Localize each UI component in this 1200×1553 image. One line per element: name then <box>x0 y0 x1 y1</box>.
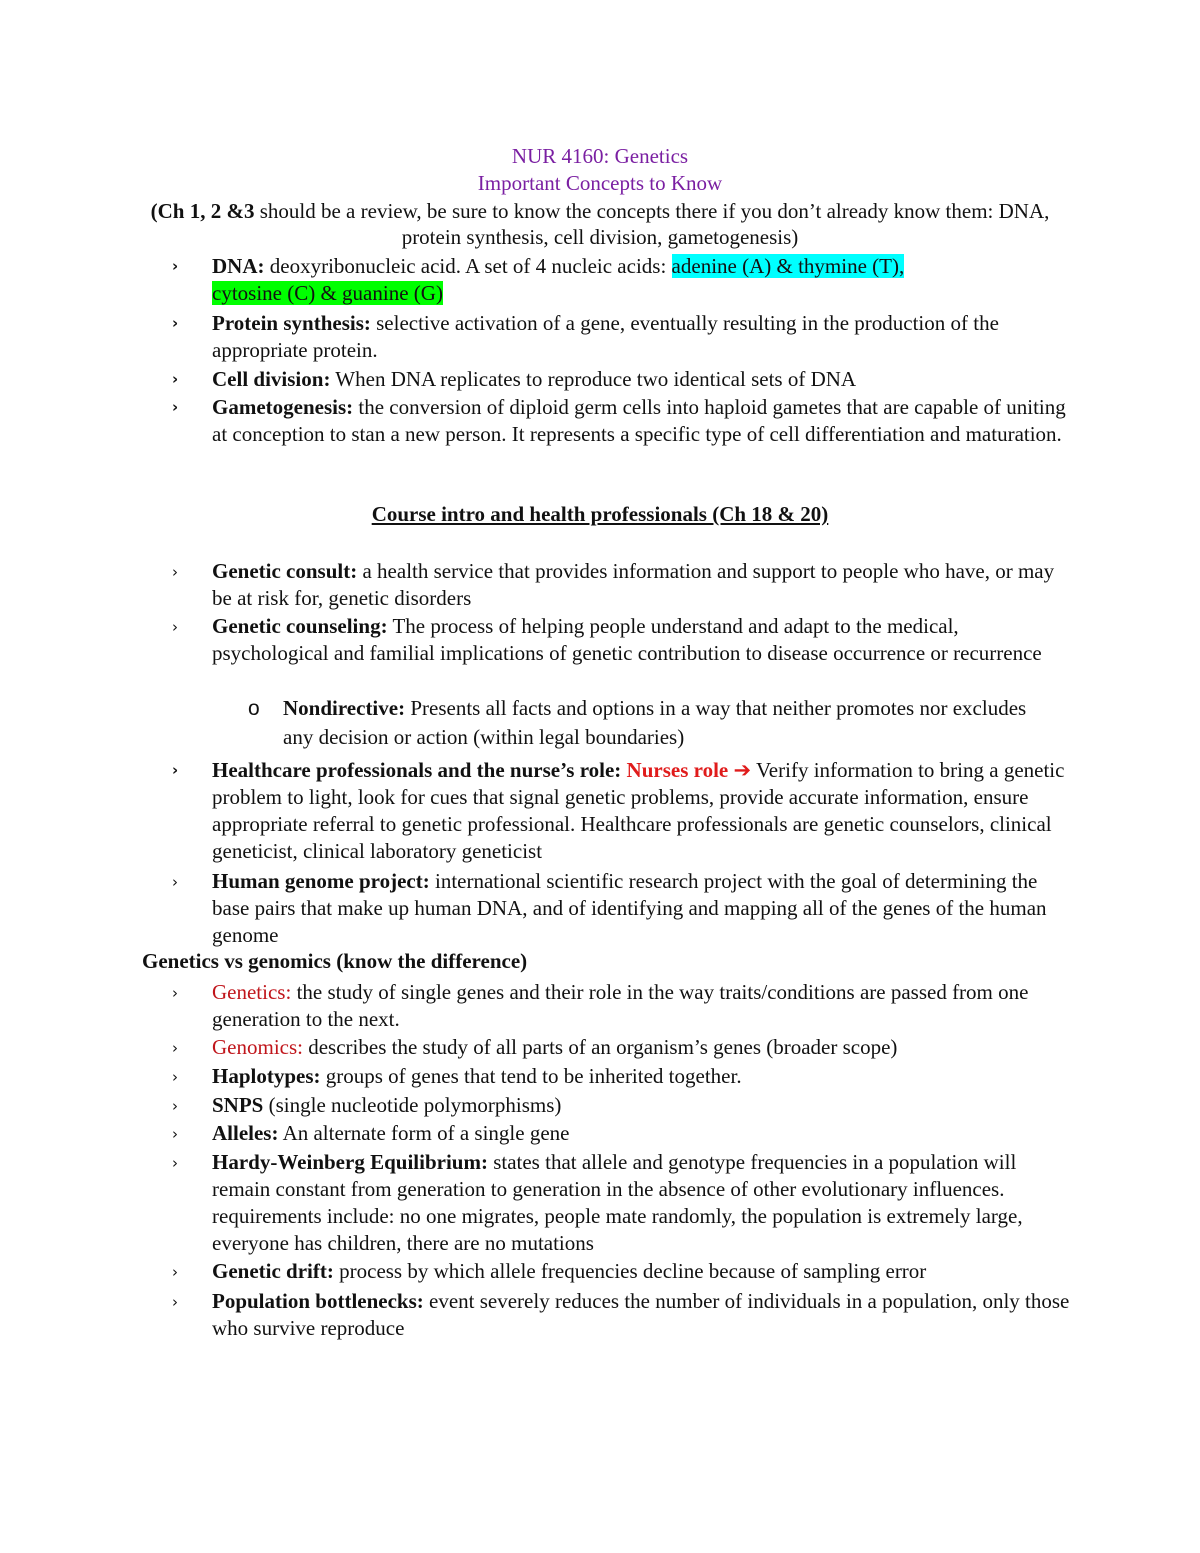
definition: process by which allele frequencies decline because of sampling error <box>333 1259 927 1283</box>
definition: international scientific research project with the goal of determining the base pairs that make up human DNA, and of identifying and mapping all of the genes of the human genome <box>212 869 1047 947</box>
term: Genetic drift: <box>212 1259 334 1283</box>
term: Healthcare professionals and the nurse’s role: <box>212 758 622 782</box>
list-item-genomics <box>172 1034 1072 1061</box>
bullet-icon: › <box>172 314 179 332</box>
term: SNPS <box>212 1093 264 1117</box>
list-item-dna <box>172 253 1072 307</box>
page-title: NUR 4160: Genetics <box>511 144 689 168</box>
term: Population bottlenecks: <box>212 1289 424 1313</box>
definition: describes the study of all parts of an organism’s genes (broader scope) <box>302 1035 898 1059</box>
section-heading-course: Course intro and health professionals (Ch 18 & 20) <box>371 502 829 526</box>
bullet-icon: › <box>172 1154 178 1172</box>
bullet-icon: › <box>172 398 179 416</box>
term: DNA: <box>212 254 265 278</box>
term: Human genome project: <box>212 869 430 893</box>
intro-bold: (Ch 1, 2 &3 <box>150 199 255 223</box>
bullet-icon: › <box>172 1039 178 1057</box>
term: Genetic counseling: <box>212 614 388 638</box>
bullet-icon: › <box>172 1293 178 1311</box>
bullet-icon: › <box>172 873 178 891</box>
term: Cell division: <box>212 367 331 391</box>
definition: event severely reduces the number of individuals in a population, only those who survive reproduce <box>212 1289 1070 1340</box>
bullet-icon: › <box>172 1068 178 1086</box>
term: Hardy-Weinberg Equilibrium: <box>212 1150 488 1174</box>
definition: deoxyribonucleic acid. A set of 4 nucleic acids: <box>264 254 672 278</box>
definition: The process of helping people understand and adapt to the medical, psychological and familial implications of genetic contribution to disease occurrence or recurrence <box>212 614 1042 665</box>
definition: When DNA replicates to reproduce two identical sets of DNA <box>330 367 857 391</box>
highlight-cyan: adenine (A) & thymine (T), <box>671 254 905 278</box>
sub-item-nondirective <box>248 694 1043 752</box>
term: Nondirective: <box>283 696 406 720</box>
definition: a health service that provides information and support to people who have, or may be at risk for, genetic disorders <box>212 559 1055 610</box>
term: Genomics: <box>212 1035 303 1059</box>
list-item-human-genome <box>172 868 1072 949</box>
list-item-population-bottlenecks <box>172 1288 1072 1342</box>
term: Protein synthesis: <box>212 311 371 335</box>
definition: Presents all facts and options in a way that neither promotes nor excludes any decision or action (within legal boundaries) <box>283 696 1027 749</box>
list-item-genetic-counseling <box>172 613 1072 667</box>
list-item-genetics <box>172 979 1072 1033</box>
definition: the conversion of diploid germ cells into haploid gametes that are capable of uniting at conception to stan a new person. It represents a specific type of cell differentiation and maturation. <box>212 395 1066 446</box>
list-item-genetic-consult <box>172 558 1072 612</box>
definition: Verify information to bring a genetic problem to light, look for cues that signal genetic problems, provide accurate information, ensure appropriate referral to genetic professional. Healthcare professionals are genetic counselors, clinical geneticist, clinical laboratory geneticist <box>212 758 1065 863</box>
intro-text: should be a review, be sure to know the concepts there if you don’t already know them: DNA, protein synthesis, cell division, gametogenesis) <box>254 199 1050 249</box>
term: Haplotypes: <box>212 1064 321 1088</box>
definition: the study of single genes and their role in the way traits/conditions are passed from one generation to the next. <box>212 980 1029 1031</box>
highlight-green: cytosine (C) & guanine (G) <box>212 281 443 305</box>
term: Genetic consult: <box>212 559 358 583</box>
bullet-icon: › <box>172 761 179 779</box>
term: Alleles: <box>212 1121 279 1145</box>
list-item-gametogenesis <box>172 394 1072 448</box>
list-item-nurse-role <box>172 757 1072 865</box>
sub-bullet-icon: o <box>248 697 260 720</box>
arrow-icon: ➔ <box>733 758 752 782</box>
bullet-icon: › <box>172 257 179 275</box>
definition: (single nucleotide polymorphisms) <box>263 1093 562 1117</box>
section-heading-genetics: Genetics vs genomics (know the difference) <box>142 949 528 973</box>
definition: selective activation of a gene, eventually resulting in the production of the appropriate protein. <box>212 311 999 362</box>
bullet-icon: › <box>172 618 178 636</box>
list-item-snps <box>172 1092 1072 1119</box>
list-item-cell-division <box>172 366 1072 393</box>
list-item-haplotypes <box>172 1063 1072 1090</box>
term: Genetics: <box>212 980 292 1004</box>
bullet-icon: › <box>172 1263 178 1281</box>
definition: groups of genes that tend to be inherited together. <box>320 1064 742 1088</box>
bullet-icon: › <box>172 1125 178 1143</box>
nurses-role-label: Nurses role <box>626 758 734 782</box>
list-item-alleles <box>172 1120 1072 1147</box>
term: Gametogenesis: <box>212 395 354 419</box>
definition: An alternate form of a single gene <box>278 1121 570 1145</box>
bullet-icon: › <box>172 1097 178 1115</box>
definition: states that allele and genotype frequencies in a population will remain constant from generation to generation in the absence of other evolutionary influences. requirements include: no one migrates, people mate randomly, the population is extremely large, everyone has children, there are no mutations <box>212 1150 1023 1255</box>
list-item-genetic-drift <box>172 1258 1072 1285</box>
intro-paragraph <box>140 198 1060 250</box>
page-subtitle: Important Concepts to Know <box>477 171 723 195</box>
list-item-hardy-weinberg <box>172 1149 1072 1257</box>
bullet-icon: › <box>172 984 178 1002</box>
bullet-icon: › <box>172 370 179 388</box>
list-item-protein-synthesis <box>172 310 1072 364</box>
bullet-icon: › <box>172 563 178 581</box>
